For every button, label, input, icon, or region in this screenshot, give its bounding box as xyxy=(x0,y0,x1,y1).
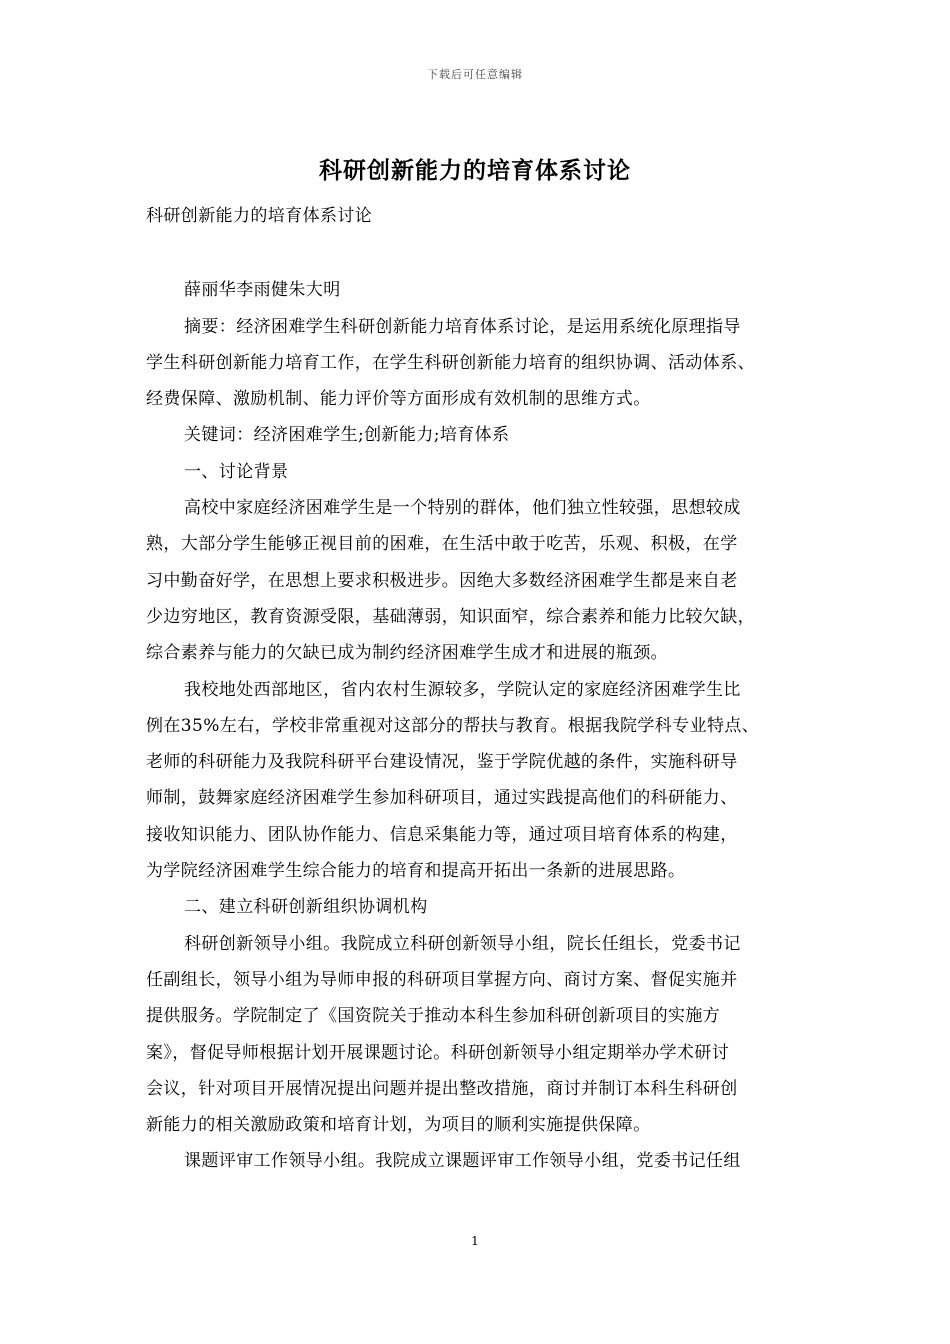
document-title: 科研创新能力的培育体系讨论 xyxy=(319,157,631,184)
paragraph-line: 案》，督促导师根据计划开展课题讨论。科研创新领导小组定期举办学术研讨 xyxy=(146,1042,730,1063)
abstract-line: 经费保障、激励机制、能力评价等方面形成有效机制的思维方式。 xyxy=(146,389,651,410)
paragraph-line: 习中勤奋好学，在思想上要求积极进步。因绝大多数经济困难学生都是来自老 xyxy=(146,570,738,591)
paragraph-line: 高校中家庭经济困难学生是一个特别的群体，他们独立性较强，思想较成 xyxy=(184,498,741,519)
keywords: 关键词：经济困难学生;创新能力;培育体系 xyxy=(184,425,510,446)
page-number: 1 xyxy=(471,1234,479,1248)
paragraph-line: 师制，鼓舞家庭经济困难学生参加科研项目，通过实践提高他们的科研能力、 xyxy=(146,788,738,809)
paragraph-line: 少边穷地区，教育资源受限，基础薄弱，知识面窄，综合素养和能力比较欠缺， xyxy=(146,606,755,627)
paragraph-line: 新能力的相关激励政策和培育计划，为项目的顺利实施提供保障。 xyxy=(146,1115,651,1136)
paragraph-line: 例在35%左右，学校非常重视对这部分的帮扶与教育。根据我院学科专业特点、 xyxy=(146,715,760,736)
section-heading: 二、建立科研创新组织协调机构 xyxy=(184,897,428,918)
section-heading: 一、讨论背景 xyxy=(184,461,289,482)
paragraph-line: 课题评审工作领导小组。我院成立课题评审工作领导小组，党委书记任组 xyxy=(184,1151,741,1172)
authors: 薛丽华李雨健朱大明 xyxy=(184,280,341,301)
paragraph-line: 任副组长，领导小组为导师申报的科研项目掌握方向、商讨方案、督促实施并 xyxy=(146,969,738,990)
paragraph-line: 老师的科研能力及我院科研平台建设情况，鉴于学院优越的条件，实施科研导 xyxy=(146,752,738,773)
paragraph-line: 会议，针对项目开展情况提出问题并提出整改措施，商讨并制订本科生科研创 xyxy=(146,1078,738,1099)
header-note: 下载后可任意编辑 xyxy=(427,68,523,81)
paragraph-line: 接收知识能力、团队协作能力、信息采集能力等，通过项目培育体系的构建， xyxy=(146,824,738,845)
paragraph-line: 我校地处西部地区，省内农村生源较多，学院认定的家庭经济困难学生比 xyxy=(184,679,741,700)
subtitle: 科研创新能力的培育体系讨论 xyxy=(146,206,373,226)
paragraph-line: 提供服务。学院制定了《国资院关于推动本科生参加科研创新项目的实施方 xyxy=(146,1006,721,1027)
paragraph-line: 为学院经济困难学生综合能力的培育和提高开拓出一条新的进展思路。 xyxy=(146,861,686,882)
paragraph-line: 科研创新领导小组。我院成立科研创新领导小组，院长任组长，党委书记 xyxy=(184,933,741,954)
paragraph-line: 综合素养与能力的欠缺已成为制约经济困难学生成才和进展的瓶颈。 xyxy=(146,643,668,664)
body-text xyxy=(146,198,826,1180)
abstract-line: 学生科研创新能力培育工作，在学生科研创新能力培育的组织协调、活动体系、 xyxy=(146,352,755,373)
abstract-line: 摘要：经济困难学生科研创新能力培育体系讨论，是运用系统化原理指导 xyxy=(184,316,741,337)
paragraph-line: 熟，大部分学生能够正视目前的困难，在生活中敢于吃苦，乐观、积极，在学 xyxy=(146,534,738,555)
